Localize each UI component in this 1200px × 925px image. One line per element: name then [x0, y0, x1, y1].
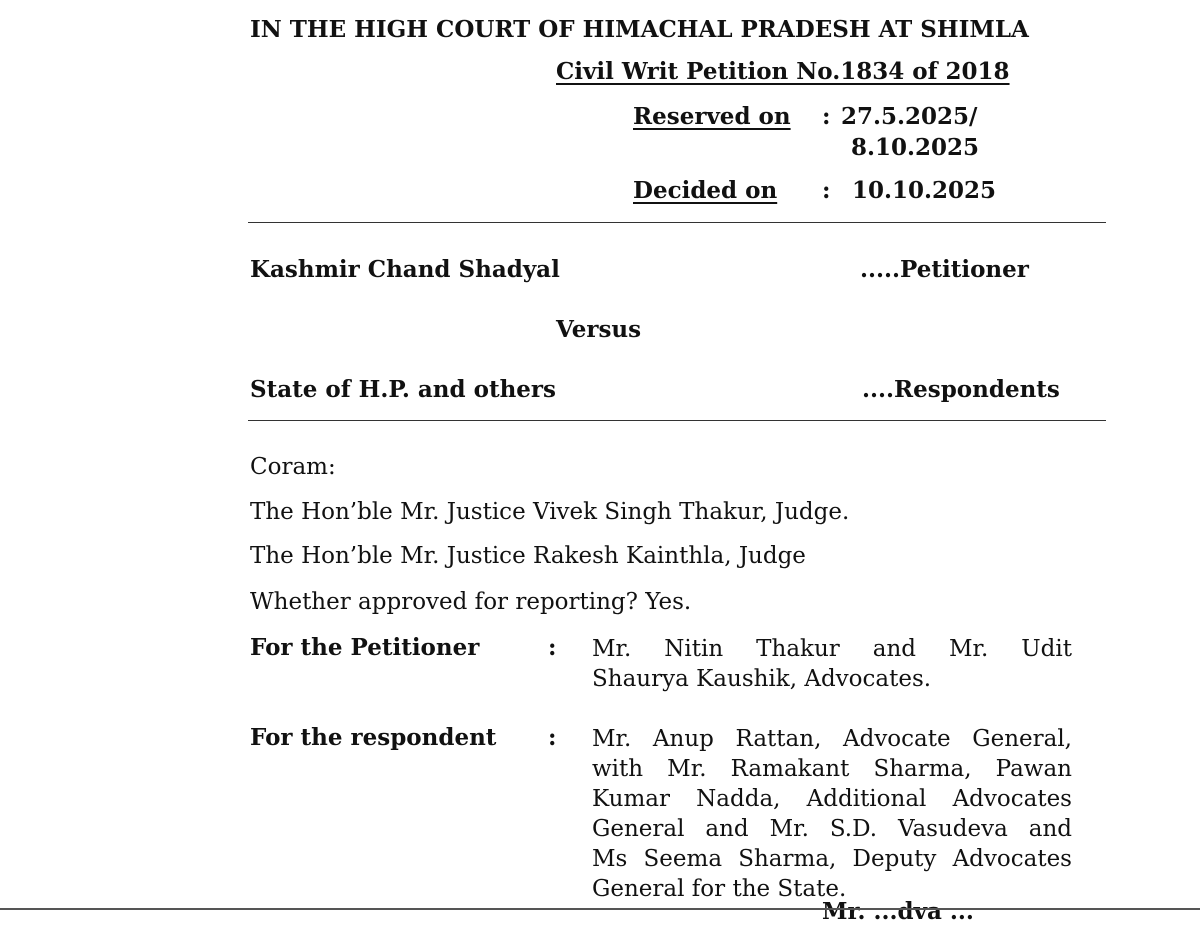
counsel-petitioner-line: Mr. Nitin Thakur and Mr. Udit	[592, 636, 1072, 662]
counsel-respondent-line: General for the State.	[592, 876, 847, 902]
petitioner-role: .....Petitioner	[860, 256, 1029, 283]
petitioner-name: Kashmir Chand Shadyal	[250, 256, 560, 283]
reporting-status: Whether approved for reporting? Yes.	[250, 589, 692, 615]
judge-2: The Hon’ble Mr. Justice Rakesh Kainthla, Judge	[250, 543, 806, 569]
cutoff-text: Mr. ...dva ...	[822, 898, 974, 925]
counsel-petitioner-names	[592, 634, 1072, 694]
reserved-separator: :	[822, 103, 831, 130]
reserved-label: Reserved on	[633, 103, 791, 130]
counsel-respondent-line: Mr. Anup Rattan, Advocate General,	[592, 726, 1072, 752]
judge-1: The Hon’ble Mr. Justice Vivek Singh Thakur, Judge.	[250, 499, 850, 525]
counsel-petitioner-line: Shaurya Kaushik, Advocates.	[592, 666, 932, 692]
counsel-respondent-line: Ms Seema Sharma, Deputy Advocates	[592, 846, 1072, 872]
counsel-petitioner-separator: :	[548, 634, 557, 661]
reserved-date-1: 27.5.2025/	[841, 103, 978, 130]
counsel-respondent-names	[592, 724, 1072, 904]
counsel-respondent-separator: :	[548, 724, 557, 751]
respondent-name: State of H.P. and others	[250, 376, 556, 403]
case-number: Civil Writ Petition No.1834 of 2018	[556, 58, 1010, 85]
page-bottom-edge	[0, 908, 1200, 910]
counsel-respondent-line: General and Mr. S.D. Vasudeva and	[592, 816, 1072, 842]
decided-label: Decided on	[633, 177, 778, 204]
court-title: IN THE HIGH COURT OF HIMACHAL PRADESH AT SHIMLA	[250, 16, 1029, 43]
respondent-role: ....Respondents	[862, 376, 1060, 403]
counsel-respondent-line: with Mr. Ramakant Sharma, Pawan	[592, 756, 1072, 782]
decided-date: 10.10.2025	[852, 177, 997, 204]
decided-separator: :	[822, 177, 831, 204]
counsel-petitioner-label: For the Petitioner	[250, 634, 480, 661]
versus-label: Versus	[556, 316, 642, 343]
coram-label: Coram:	[250, 454, 336, 480]
divider-top	[248, 222, 1106, 223]
counsel-respondent-line: Kumar Nadda, Additional Advocates	[592, 786, 1072, 812]
counsel-respondent-label: For the respondent	[250, 724, 497, 751]
divider-middle	[248, 420, 1106, 421]
reserved-date-2: 8.10.2025	[851, 134, 980, 161]
